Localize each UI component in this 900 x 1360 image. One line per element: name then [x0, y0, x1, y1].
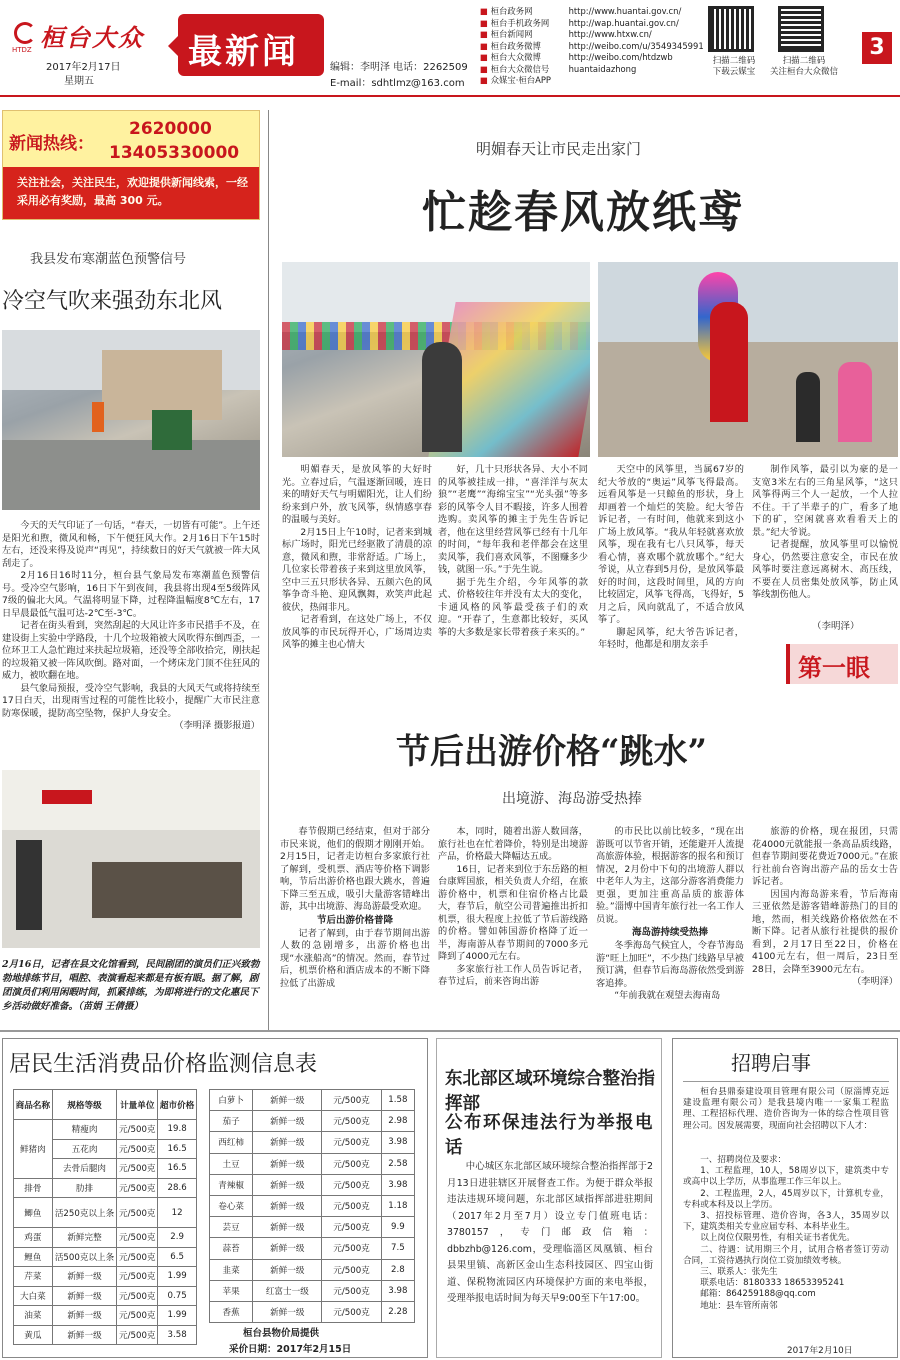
job-item: 联系电话：8180333 18653395241	[700, 1278, 845, 1289]
media-link-url[interactable]: http://www.htxw.cn/	[568, 29, 652, 39]
cell-price: 3.98	[381, 1132, 414, 1153]
cell-unit: 元/500克	[322, 1111, 381, 1132]
job-item: 2、工程监理，2人，45周岁以下，计算机专业，专科或本科及以上学历。	[683, 1188, 889, 1210]
cell-spec: 新鲜一级	[253, 1238, 322, 1259]
cell-price: 1.99	[158, 1306, 197, 1326]
cell-name: 芸豆	[210, 1217, 253, 1238]
cell-spec: 新鲜一级	[253, 1132, 322, 1153]
table-row	[210, 1301, 415, 1322]
table-row	[14, 1178, 197, 1198]
table-row	[14, 1306, 197, 1326]
cell-price: 16.5	[158, 1139, 197, 1159]
media-link-row[interactable]	[480, 75, 700, 87]
paragraph: 天空中的风筝里，当属67岁的纪大爷放的“奥运”风筝飞得最高。远看风筝是一只鲸鱼的形状，身上却画着一个灿烂的笑脸。纪大爷告诉记者，一有时间，他就来到这小广场上放风筝。“我从年轻就喜欢放风筝，现在我有七八只风筝，每天看心情，喜欢哪个就放哪个。”纪大爷说，从立春到5月份，是放风筝最好的时间，这段时间里，风的方向比较固定，风筝飞得高，飞得好，5月之后，风向就乱了，不适合放风筝了。	[598, 464, 744, 625]
price-box	[2, 1038, 428, 1358]
cold-body	[2, 520, 260, 733]
media-link-row[interactable]	[480, 18, 700, 30]
cell-unit: 元/500克	[117, 1198, 158, 1228]
cell-spec: 新鲜一级	[253, 1259, 322, 1280]
table-row	[14, 1120, 197, 1140]
paragraph: “年前我就在观望去海南岛	[614, 990, 721, 1001]
cell-spec: 新鲜一级	[52, 1286, 117, 1306]
media-link-name: 桓台大众微信号	[490, 63, 550, 74]
paragraph: 本，同时，随着出游人数回落，旅行社也在忙着降价，特别是出境游产品，价格最大降幅达五成。	[438, 826, 588, 862]
bullet-icon: ■	[480, 75, 491, 85]
paragraph: （李明泽）	[852, 976, 898, 987]
media-link-url[interactable]: http://www.huantai.gov.cn/	[568, 6, 682, 16]
cell-category: 鲫鱼	[14, 1198, 53, 1228]
table-row	[14, 1286, 197, 1306]
kite-byline: （李明泽）	[812, 621, 860, 632]
cell-spec: 肋排	[52, 1178, 117, 1198]
cell-price: 9.9	[381, 1217, 414, 1238]
table-row	[210, 1090, 415, 1111]
bullet-icon: ■	[480, 40, 491, 51]
media-link-name: 众媒宝·桓台APP	[490, 75, 551, 85]
cell-price: 2.8	[381, 1259, 414, 1280]
travel-col-2	[438, 826, 588, 989]
cell-price: 7.5	[381, 1238, 414, 1259]
paragraph: 县气象局预报，受冷空气影响，我县的大风天气或将持续至17日白天，出现雨雪过程的可能性比较小，提醒广大市民注意防寒保暖，提防高空坠物，保护人身安全。	[2, 682, 260, 719]
job-item: 地址：县车管所南邻	[700, 1300, 778, 1311]
bullet-icon: ■	[480, 63, 491, 74]
cell-unit: 元/500克	[117, 1286, 158, 1306]
price-title: 居民生活消费品价格监测信息表	[9, 1052, 318, 1077]
cell-price: 1.99	[158, 1267, 197, 1287]
job-item: 二、待遇：试用期三个月，试用合格者签订劳动合同，工资待遇执行岗位工资加绩效考核。	[683, 1244, 889, 1266]
paragraph: 多家旅行社工作人员告诉记者，春节过后，前来咨询出游	[438, 963, 588, 987]
cell-name: 白萝卜	[210, 1090, 253, 1111]
cell-price: 2.28	[381, 1301, 414, 1322]
cell-unit: 元/500克	[322, 1259, 381, 1280]
cell-category: 排骨	[14, 1178, 53, 1198]
column-header: 商品名称	[14, 1090, 53, 1120]
media-link-name: 桓台政务微博	[490, 40, 541, 51]
jobs-box	[672, 1038, 898, 1358]
paragraph: 据于先生介绍，今年风筝的款式、价格较往年并没有太大的变化，卡通风格的风筝最受孩子们的欢迎。“开春了，生意都比较好，买风筝的大多数是家长带着孩子来买的。”	[438, 576, 588, 638]
media-link-row[interactable]	[480, 29, 700, 41]
cell-spec: 新鲜一级	[253, 1195, 322, 1216]
cell-spec: 新鲜一级	[52, 1325, 117, 1345]
cell-price: 1.18	[381, 1195, 414, 1216]
cell-price: 19.8	[158, 1120, 197, 1140]
cell-spec: 精瘦肉	[52, 1120, 117, 1140]
page-number: 3	[862, 32, 892, 64]
env-body: 中心城区东北部区域环境综合整治指挥部于2月13日进驻辖区开展督查工作。为便于群众举报违法违规环境问题，东北部区域指挥部进驻期间（2017年2月至7月）设立专门值班电话：3780157，专门邮政信箱：dbbzhb@126.com，受理临淄区凤凰镇、桓台县果里镇、高新区金山生态科技园区、四宝山街道、保税物流园区内环境保护方面的来电举报，受理举报电话时间为每天早9:00至下午17:00。	[447, 1161, 653, 1304]
cell-category: 鲤鱼	[14, 1247, 53, 1267]
paragraph: 冬季海岛气候宜人，令春节海岛游“旺上加旺”，不少热门线路早早被预订满，但春节后海岛游依然受到游客追捧。	[596, 940, 744, 989]
cell-unit: 元/500克	[322, 1238, 381, 1259]
paragraph: 好，几十只形状各异、大小不同的风筝被挂成一排，“喜洋洋与灰太狼”“老鹰”“海绵宝宝”“光头强”等多彩的风筝令人目不暇接，许多人围着选购。卖风筝的摊主于先生告诉记者，他在这里经营风筝已经有十几年的时间，“每年我和老伴都会在这里卖风筝，我们喜欢风筝，不图赚多少钱，就图一乐。”于先生说。	[438, 464, 588, 575]
paragraph: 旅游的价格，现在报团，只需花4000元就能报一条高品质线路，但春节期间要花费近7000元。”在旅行社前台咨询出游产品的岳女士告诉记者。	[752, 826, 898, 887]
table-row	[210, 1195, 415, 1216]
job-item: 1、工程监理，10人，58周岁以下，建筑类中专或高中以上学历，从事监理工作三年以上。	[683, 1166, 889, 1188]
cell-unit: 元/500克	[322, 1280, 381, 1301]
jobs-title: 招聘启事	[731, 1051, 811, 1075]
cold-title: 冷空气吹来强劲东北风	[2, 289, 223, 314]
cell-spec: 活250克以上条	[52, 1198, 117, 1228]
table-row	[210, 1132, 415, 1153]
paragraph: 16日，记者来到位于东岳路的桓台康辉国旅，相关负责人介绍，在旅游价格中，机票和住宿价格占比最大，春节后，航空公司普遍推出折扣机票，很大程度上拉低了节后游线路的价格。譬如韩国游价格降了近一半，海南游从春节期间的7000多元降到了4000元左右。	[438, 863, 588, 962]
travel-col-1	[280, 826, 430, 990]
paragraph: 因国内海岛游来看，节后海南三亚依然是游客错峰游热门的目的地，然而，相关线路价格依然在不断下降。记者从旅行社提供的报价看到，2月17日至22日，价格在4100元左右，但一周后，23日至28日，会降至3900元左右。	[752, 888, 898, 975]
cell-price: 28.6	[158, 1178, 197, 1198]
first-look-badge	[786, 644, 898, 684]
job-item: 三、联系人：张先生	[700, 1267, 778, 1278]
kite-col-2	[438, 464, 588, 639]
cell-spec: 红富士一级	[253, 1280, 322, 1301]
cell-name: 韭菜	[210, 1259, 253, 1280]
cell-spec: 新鲜一级	[52, 1306, 117, 1326]
cell-unit: 元/500克	[117, 1139, 158, 1159]
cell-spec: 新鲜一级	[253, 1153, 322, 1174]
jobs-date: 2017年2月10日	[787, 1346, 853, 1356]
cell-unit: 元/500克	[117, 1228, 158, 1248]
table-row	[14, 1325, 197, 1345]
kite-photo-2	[598, 262, 898, 457]
cell-price: 6.5	[158, 1247, 197, 1267]
cell-name: 西红柿	[210, 1132, 253, 1153]
paragraph: 记者看到，在这处广场上，不仅放风筝的市民玩得开心，广场周边卖风筝的摊主也心情大	[282, 614, 432, 650]
table-row	[14, 1198, 197, 1228]
qr-caption-1: 扫描二维码 下载云媒宝	[712, 56, 756, 77]
bullet-icon: ■	[480, 29, 491, 39]
editor-email: E-mail：sdhtlmz@163.com	[330, 78, 465, 89]
cell-spec: 新鲜一级	[253, 1174, 322, 1195]
media-link-name: 桓台新闻网	[490, 29, 533, 39]
cell-spec: 活500克以上条	[52, 1247, 117, 1267]
cell-price: 3.98	[381, 1280, 414, 1301]
travel-title: 节后出游价格“跳水”	[396, 732, 708, 772]
paragraph: 2月15日上午10时，记者来到城标广场时，阳光已经驱散了清晨的凉意，微风和煦，非常舒适。广场上，几位家长带着孩子来到这里放风筝，空中三五只形状各异、五颜六色的风筝争奇斗艳、迎风飘舞，欢笑声此起彼伏，热闹非凡。	[282, 526, 432, 613]
media-link-row[interactable]	[480, 64, 700, 76]
media-link-row[interactable]	[480, 6, 700, 18]
cell-unit: 元/500克	[117, 1247, 158, 1267]
cell-category: 黄瓜	[14, 1325, 53, 1345]
kite-col-3	[598, 464, 744, 652]
jobs-intro: 桓台县鼎泰建设项目管理有限公司（原淄博克远建设监理有限公司）是我县境内唯一一家集工程监理、工程招标代理、造价咨询为一体的综合性项目管理公司。因发展需要，现面向社会招聘以下人才：	[683, 1087, 889, 1131]
cell-price: 12	[158, 1198, 197, 1228]
cell-name: 蒜苔	[210, 1238, 253, 1259]
cell-name: 土豆	[210, 1153, 253, 1174]
section-heading: 海岛游持续受热捧	[631, 927, 708, 938]
jobs-list	[683, 1155, 889, 1312]
logo-text: 桓台大众	[40, 23, 144, 52]
editor-info: 编辑：李明泽 电话：2262509	[330, 62, 468, 73]
table-row	[210, 1174, 415, 1195]
cell-unit: 元/500克	[322, 1153, 381, 1174]
cell-unit: 元/500克	[322, 1090, 381, 1111]
cell-price: 0.75	[158, 1286, 197, 1306]
cell-category: 大白菜	[14, 1286, 53, 1306]
cell-unit: 元/500克	[117, 1178, 158, 1198]
cell-name: 苹果	[210, 1280, 253, 1301]
cell-category: 芹菜	[14, 1267, 53, 1287]
media-link-url[interactable]: huantaidazhong	[568, 63, 637, 74]
hotline-note: 关注社会，关注民生，欢迎提供新闻线索，一经采用必有奖励，最高 300 元。	[3, 167, 259, 219]
byline: （李明泽 摄影报道）	[174, 720, 260, 731]
job-item: 3、招投标管理、造价咨询，各3人，35周岁以下，建筑类相关专业应届专科、本科毕业生。	[683, 1211, 889, 1233]
issue-weekday: 星期五	[64, 76, 94, 87]
hotline-number-2: 13405330000	[109, 143, 240, 163]
cell-unit: 元/500克	[322, 1132, 381, 1153]
media-link-url[interactable]: http://weibo.com/u/3549345991	[568, 40, 704, 51]
logo-sub: HTDZ	[12, 46, 32, 54]
cell-spec: 新鲜一级	[253, 1217, 322, 1238]
kite-photo-1	[282, 262, 590, 457]
bullet-icon: ■	[480, 52, 491, 62]
paragraph: 的市民比以前比较多，“现在出游既可以节省开销，还能避开人流提高旅游体验，根据游客的报名和预订情况，2月份中下旬的出境游人群以中老年人为主，这部分游客消费能力更强，更加注重高品质的旅游体验。”淄博中国青年旅行社一名工作人员说。	[596, 826, 744, 925]
hotline-label: 新闻热线：	[9, 134, 94, 154]
job-item: 以上岗位仅限男性，有相关证书者优先。	[700, 1233, 855, 1244]
paragraph: 记者了解到，由于春节期间出游人数的急剧增多，出游价格也出现“水涨船高”的情况。然而，春节过后，机票价格和酒店成本的不断下降拉低了出游成	[280, 927, 430, 989]
cell-unit: 元/500克	[117, 1159, 158, 1179]
env-title-1: 东北部区域环境综合整治指挥部	[445, 1069, 655, 1114]
media-link-row[interactable]	[480, 40, 704, 53]
job-item: 一、招聘岗位及要求：	[700, 1155, 787, 1165]
cell-spec: 新鲜一级	[52, 1267, 117, 1287]
kite-col-4	[752, 464, 898, 602]
kite-title: 忙趁春风放纸鸢	[422, 187, 744, 238]
opera-caption: 2月16日，记者在县文化馆看到，民间剧团的演员们正兴致勃勃地排练节目，唱腔、表演看起来都是有板有眼。据了解，剧团演员们利用闲暇时间，抓紧排练，为即将进行的文化惠民下乡活动做好准备。（苗娟 王倩摄）	[2, 959, 260, 1012]
cell-price: 1.58	[381, 1090, 414, 1111]
paragraph: 明媚春天，是放风筝的大好时光。立春过后，气温逐渐回暖，连日来的晴好天气与明媚阳光，让人们纷纷来到户外，放飞风筝，纵情感享春的温暖与美好。	[282, 464, 432, 525]
media-link-url[interactable]: http://wap.huantai.gov.cn/	[568, 17, 679, 28]
cell-category: 鸡蛋	[14, 1228, 53, 1248]
cell-unit: 元/500克	[322, 1217, 381, 1238]
media-link-row[interactable]	[480, 52, 700, 64]
cell-name: 香蕉	[210, 1301, 253, 1322]
cell-name: 青辣椒	[210, 1174, 253, 1195]
travel-subtitle: 出境游、海岛游受热捧	[502, 791, 642, 807]
price-table-right	[209, 1089, 415, 1323]
cold-photo	[2, 330, 260, 510]
cell-spec: 去骨后腿肉	[52, 1159, 117, 1179]
paragraph: 记者提醒，放风筝里可以愉悦身心，仍然要注意安全，市民在放风筝时要注意远离树木、高压线，不要在人员密集处放风筝，防止风筝线割伤他人。	[752, 539, 898, 600]
bullet-icon: ■	[480, 6, 491, 16]
section-banner	[178, 14, 324, 76]
travel-col-4	[752, 826, 898, 989]
cell-unit: 元/500克	[117, 1120, 158, 1140]
media-link-name: 桓台大众微博	[490, 52, 541, 62]
section-heading: 节后出游价格普降	[316, 914, 393, 926]
table-row	[210, 1111, 415, 1132]
column-header: 超市价格	[158, 1090, 197, 1120]
cell-spec: 新鲜完整	[52, 1228, 117, 1248]
cell-unit: 元/500克	[117, 1325, 158, 1345]
cell-spec: 新鲜一级	[253, 1301, 322, 1322]
cell-spec: 新鲜一级	[253, 1111, 322, 1132]
cell-unit: 元/500克	[322, 1195, 381, 1216]
logo-emblem-icon	[14, 22, 36, 44]
paragraph: 聊起风筝，纪大爷告诉记者，年轻时，他都是和朋友亲手	[598, 626, 744, 650]
table-row	[210, 1280, 415, 1301]
table-row	[14, 1228, 197, 1248]
table-row	[210, 1238, 415, 1259]
hotline-box	[2, 110, 260, 220]
cold-subtitle: 我县发布寒潮蓝色预警信号	[30, 252, 187, 267]
table-row	[210, 1153, 415, 1174]
price-table-left	[13, 1089, 197, 1345]
env-title-2: 公布环保违法行为举报电话	[445, 1113, 654, 1158]
travel-col-3	[596, 826, 744, 1003]
masthead	[0, 0, 900, 92]
paragraph: 记者在街头看到，突然刮起的大风让许多市民措手不及，在建设街上实验中学路段，十几个垃圾箱被大风吹得东倒西歪，一位环卫工人急忙跑过来扶起垃圾箱，还没等全部收拾完，刚扶起的垃圾箱又被一阵风吹倒。路对面，一个烤床龙门顶不住狂风的威力，被吹翻在地。	[2, 620, 260, 681]
table-header	[14, 1090, 197, 1120]
hotline-number-1: 2620000	[129, 119, 212, 139]
qr-caption-2: 扫描二维码 关注桓台大众微信	[769, 56, 838, 77]
table-row	[210, 1217, 415, 1238]
table-row	[210, 1259, 415, 1280]
column-header: 规格等级	[52, 1090, 117, 1120]
paragraph: 制作风筝，最引以为豪的是一支宽3米左右的三角星风筝，“这只风筝得两三个人一起放，一个人拉不住。干了半辈子的广，看多了地下的矿，空闲就喜欢看看天上的景。”纪大爷说。	[752, 464, 898, 538]
cell-unit: 元/500克	[117, 1306, 158, 1326]
cell-price: 3.98	[381, 1174, 414, 1195]
paragraph: 春节假期已经结束，但对于部分市民来说，他们的假期才刚刚开始。2月15日，记者走访桓台多家旅行社了解到，受机票、酒店等价格下调影响，节后出游价格也跟大跳水，普遍下降三至五成，吸引大量游客错峰出游，其中出境游、海岛游最受欢迎。	[280, 826, 430, 912]
logo	[12, 18, 162, 52]
env-box	[436, 1038, 662, 1358]
badge-text: 第一眼	[798, 653, 870, 682]
qr-code-icon	[778, 6, 824, 52]
table-row	[14, 1267, 197, 1287]
paragraph: 今天的天气印证了一句话，“春天，一切皆有可能”。上午还是阳光和煦，微风和畅，下午便狂风大作。2月16日下午15时左右，还没来得及说声“再见”，持续数日的好天气就被一阵大风刮走了。	[2, 520, 260, 569]
price-source: 桓台县物价局提供	[243, 1328, 320, 1339]
media-link-name: 桓台手机政务网	[490, 17, 550, 28]
cell-price: 3.58	[158, 1325, 197, 1345]
opera-photo	[2, 770, 260, 948]
cell-category: 油菜	[14, 1306, 53, 1326]
media-link-url[interactable]: http://weibo.com/htdzwb	[568, 52, 673, 62]
cell-spec: 新鲜一级	[253, 1090, 322, 1111]
media-link-name: 桓台政务网	[490, 6, 533, 16]
cell-unit: 元/500克	[322, 1174, 381, 1195]
kite-subtitle: 明媚春天让市民走出家门	[476, 140, 642, 158]
media-links	[480, 6, 704, 87]
bullet-icon: ■	[480, 17, 491, 28]
job-item: 邮箱：864259188@qq.com	[700, 1289, 816, 1300]
column-header: 计量单位	[117, 1090, 158, 1120]
qr-code-icon	[708, 6, 754, 52]
cell-unit: 元/500克	[117, 1267, 158, 1287]
cell-spec: 五花肉	[52, 1139, 117, 1159]
cell-unit: 元/500克	[322, 1301, 381, 1322]
cell-price: 2.98	[381, 1111, 414, 1132]
cell-price: 2.9	[158, 1228, 197, 1248]
kite-col-1	[282, 464, 432, 652]
cell-name: 卷心菜	[210, 1195, 253, 1216]
issue-date: 2017年2月17日	[46, 62, 121, 73]
paragraph: 2月16日16时11分，桓台县气象局发布寒潮蓝色预警信号。受冷空气影响，16日下午到夜间，我县将出现4至5级阵风7级的偏北大风。气温将明显下降，过程降温幅度8℃左右，17日早晨最低气温可达-2℃至-3℃。	[2, 570, 260, 619]
cell-price: 2.58	[381, 1153, 414, 1174]
table-row	[14, 1247, 197, 1267]
cell-category: 鲜猪肉	[14, 1120, 53, 1179]
cell-name: 茄子	[210, 1111, 253, 1132]
price-date: 采价日期：2017年2月15日	[229, 1344, 352, 1355]
section-title: 最新闻	[188, 32, 299, 72]
cell-price: 16.5	[158, 1159, 197, 1179]
